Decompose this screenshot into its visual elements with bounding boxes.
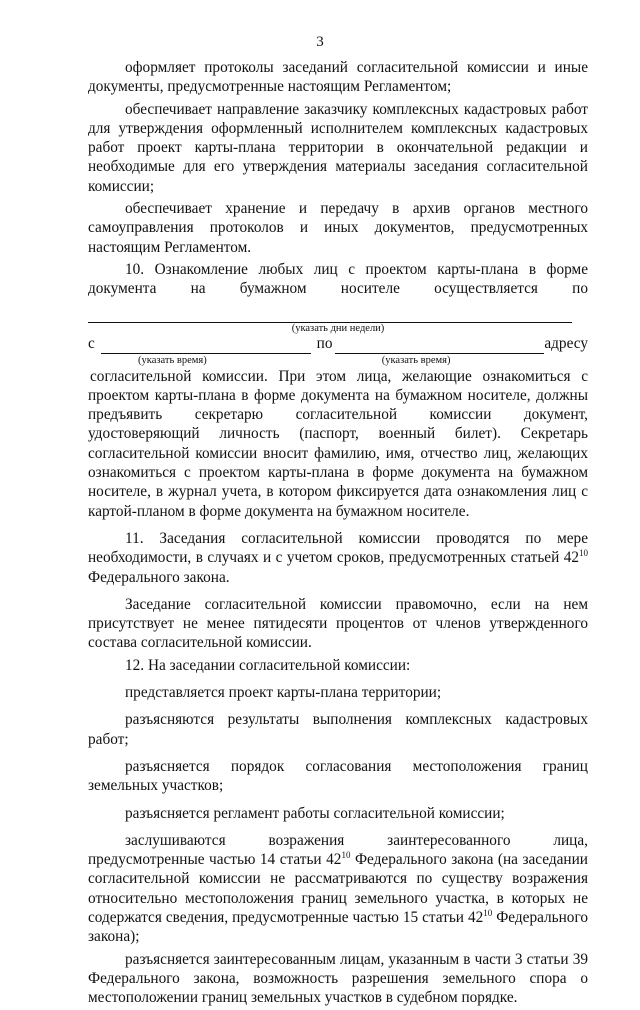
paragraph-court: разъясняется заинтересованным лицам, указанным в части 3 статьи 39 Федерального закона, возможность разрешения земельного спора о местоположении границ земельных участков в судебном порядке. <box>88 950 588 1007</box>
time-caption-from: (указать время) <box>138 354 207 366</box>
objections-text-c: Федерального закона); <box>88 908 588 946</box>
paragraph-protocols: оформляет протоколы заседаний согласительной комиссии и иные документы, предусмотренные настоящим Регламентом; <box>88 59 588 96</box>
page-number: 3 <box>316 34 324 50</box>
time-row <box>88 335 588 354</box>
paragraph-quorum: Заседание согласительной комиссии правомочно, если на нем присутствует не менее пятидесяти процентов от членов утвержденного состава согласительной комиссии. <box>88 595 588 652</box>
paragraph-archive: обеспечивает хранение и передачу в архив органов местного самоуправления протоколов и иных документов, предусмотренных настоящим Регламентом. <box>88 200 588 256</box>
paragraph-11-text: 11. Заседания согласительной комиссии проводятся по мере необходимости, в случаях и с учетом сроков, предусмотренных статьей 42 <box>88 529 588 567</box>
objections-text-b: Федерального закона (на заседании согласительной комиссии не рассматриваются по существу возражения относительно местоположения границ земельного участка, в которых не содержатся сведения, предусмотренные частью 15 статьи 42 <box>88 851 588 926</box>
objections-sup-2: 10 <box>483 907 493 918</box>
paragraph-10: 10. Ознакомление любых лиц с проектом карты-плана в форме документа на бумажном носителе осуществляется по <box>88 260 588 298</box>
list-item: представляется проект карты-плана территории; <box>125 684 442 702</box>
from-time-blank <box>101 337 311 354</box>
document-body <box>88 58 588 1010</box>
days-blank-line <box>88 305 572 323</box>
time-caption-to: (указать время) <box>381 354 451 366</box>
paragraph-send-to-customer: обеспечивает направление заказчику комплексных кадастровых работ для утверждения оформленный исполнителем комплексных кадастровых работ проект карты-плана территории в окончательной редакции и необходимые для его утверждения материалы заседания согласительной комиссии; <box>88 100 588 195</box>
list-item: разъясняется порядок согласования местоположения границ земельных участков; <box>88 757 588 795</box>
paragraph-11-sup: 10 <box>579 548 588 559</box>
days-caption: (указать дни недели) <box>291 322 385 334</box>
list-item: разъясняются результаты выполнения комплексных кадастровых работ; <box>88 711 588 748</box>
paragraph-11-end: Федерального закона. <box>88 568 230 586</box>
from-word: с <box>88 335 95 353</box>
paragraph-objections <box>88 831 588 947</box>
objections-text-a: заслушиваются возражения заинтересованного лица, предусмотренные частью 14 статьи 42 <box>88 831 588 869</box>
paragraph-11 <box>88 529 588 587</box>
list-item: разъясняется регламент работы согласительной комиссии; <box>125 804 505 822</box>
to-word: по <box>316 335 333 353</box>
to-time-blank <box>335 337 545 354</box>
fill-in-form <box>88 305 588 367</box>
paragraph-after-form: согласительной комиссии. При этом лица, желающие ознакомиться с проектом карты-плана в форме документа на бумажном носителе, должны предъявить секретарю согласительной комиссии документ, удостоверяющий личность (паспорт, военный билет). Секретарь согласительной комиссии вносит фамилию, имя, отчество лиц, желающих ознакомиться с проектом карты-плана в форме документа на бумажном носителе, в журнал учета, в котором фиксируется дата ознакомления лиц с картой-планом в форме документа на бумажном носителе. <box>88 367 588 520</box>
paragraph-12: 12. На заседании согласительной комиссии: <box>125 656 411 674</box>
address-word: адресу <box>544 335 588 353</box>
objections-sup-1: 10 <box>341 850 351 860</box>
time-captions <box>88 354 588 367</box>
